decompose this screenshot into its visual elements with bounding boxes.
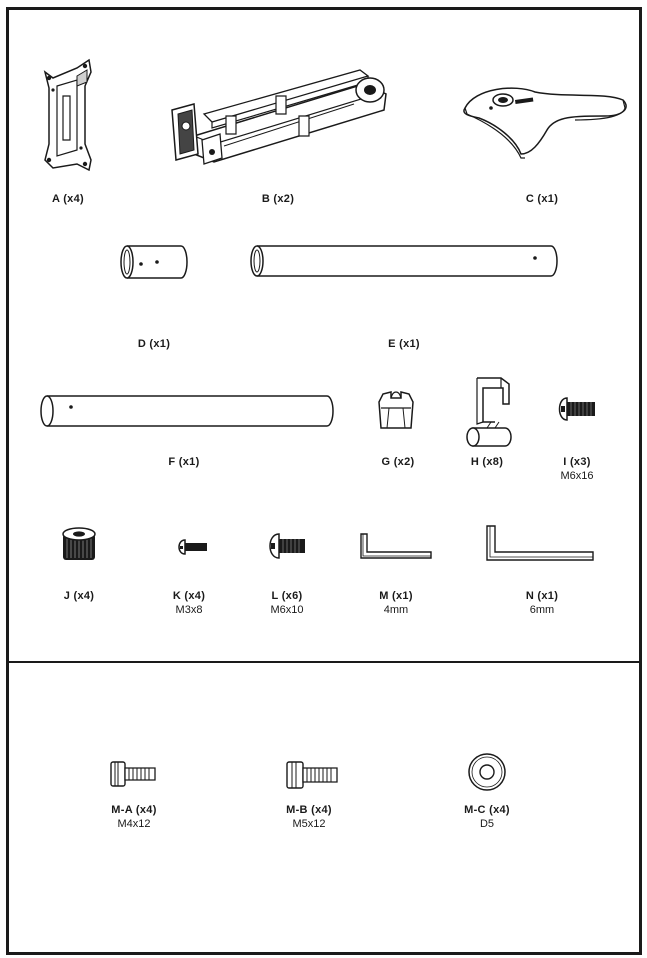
part-d-label: D (x1) (137, 338, 171, 350)
part-m-b-spec: M5x12 (292, 818, 326, 830)
part-m-a-label: M-A (x4) (111, 804, 157, 816)
part-m-b-label: M-B (x4) (286, 804, 332, 816)
cable-cover-clip-icon (465, 374, 515, 450)
part-l-spec: M6x10 (270, 604, 304, 616)
part-l-label: L (x6) (271, 590, 303, 602)
part-h-label: H (x8) (470, 456, 504, 468)
part-k-spec: M3x8 (175, 604, 203, 616)
desk-clamp-base-icon (455, 78, 629, 160)
phillips-screw-icon (109, 760, 159, 788)
part-m-c-spec: D5 (479, 818, 495, 830)
parts-sheet (6, 7, 642, 955)
washer-icon (467, 752, 507, 792)
long-tube-icon (249, 242, 559, 280)
part-g-label: G (x2) (381, 456, 415, 468)
screw-icon (265, 532, 309, 560)
screw-icon (555, 396, 599, 422)
part-b-label: B (x2) (261, 193, 295, 205)
vesa-plate-icon (37, 56, 97, 176)
part-j-label: J (x4) (63, 590, 95, 602)
part-e-label: E (x1) (388, 338, 420, 350)
section-divider (9, 661, 639, 663)
short-tube-icon (119, 242, 189, 282)
knurled-nut-icon (59, 524, 99, 564)
part-i-label: I (x3) (563, 456, 591, 468)
spring-arm-icon (164, 62, 396, 174)
small-screw-icon (175, 538, 211, 556)
part-k-label: K (x4) (172, 590, 206, 602)
part-m-c-label: M-C (x4) (464, 804, 510, 816)
phillips-screw-icon (285, 760, 341, 790)
allen-key-icon (359, 532, 435, 562)
allen-key-icon (485, 524, 597, 564)
part-m-label: M (x1) (379, 590, 413, 602)
part-f-label: F (x1) (168, 456, 200, 468)
part-m-spec: 4mm (383, 604, 409, 616)
pole-tube-icon (39, 392, 335, 430)
part-i-spec: M6x16 (560, 470, 594, 482)
part-n-spec: 6mm (529, 604, 555, 616)
part-m-a-spec: M4x12 (117, 818, 151, 830)
part-n-label: N (x1) (525, 590, 559, 602)
cable-clip-icon (373, 386, 417, 434)
part-a-label: A (x4) (52, 193, 84, 205)
part-c-label: C (x1) (525, 193, 559, 205)
